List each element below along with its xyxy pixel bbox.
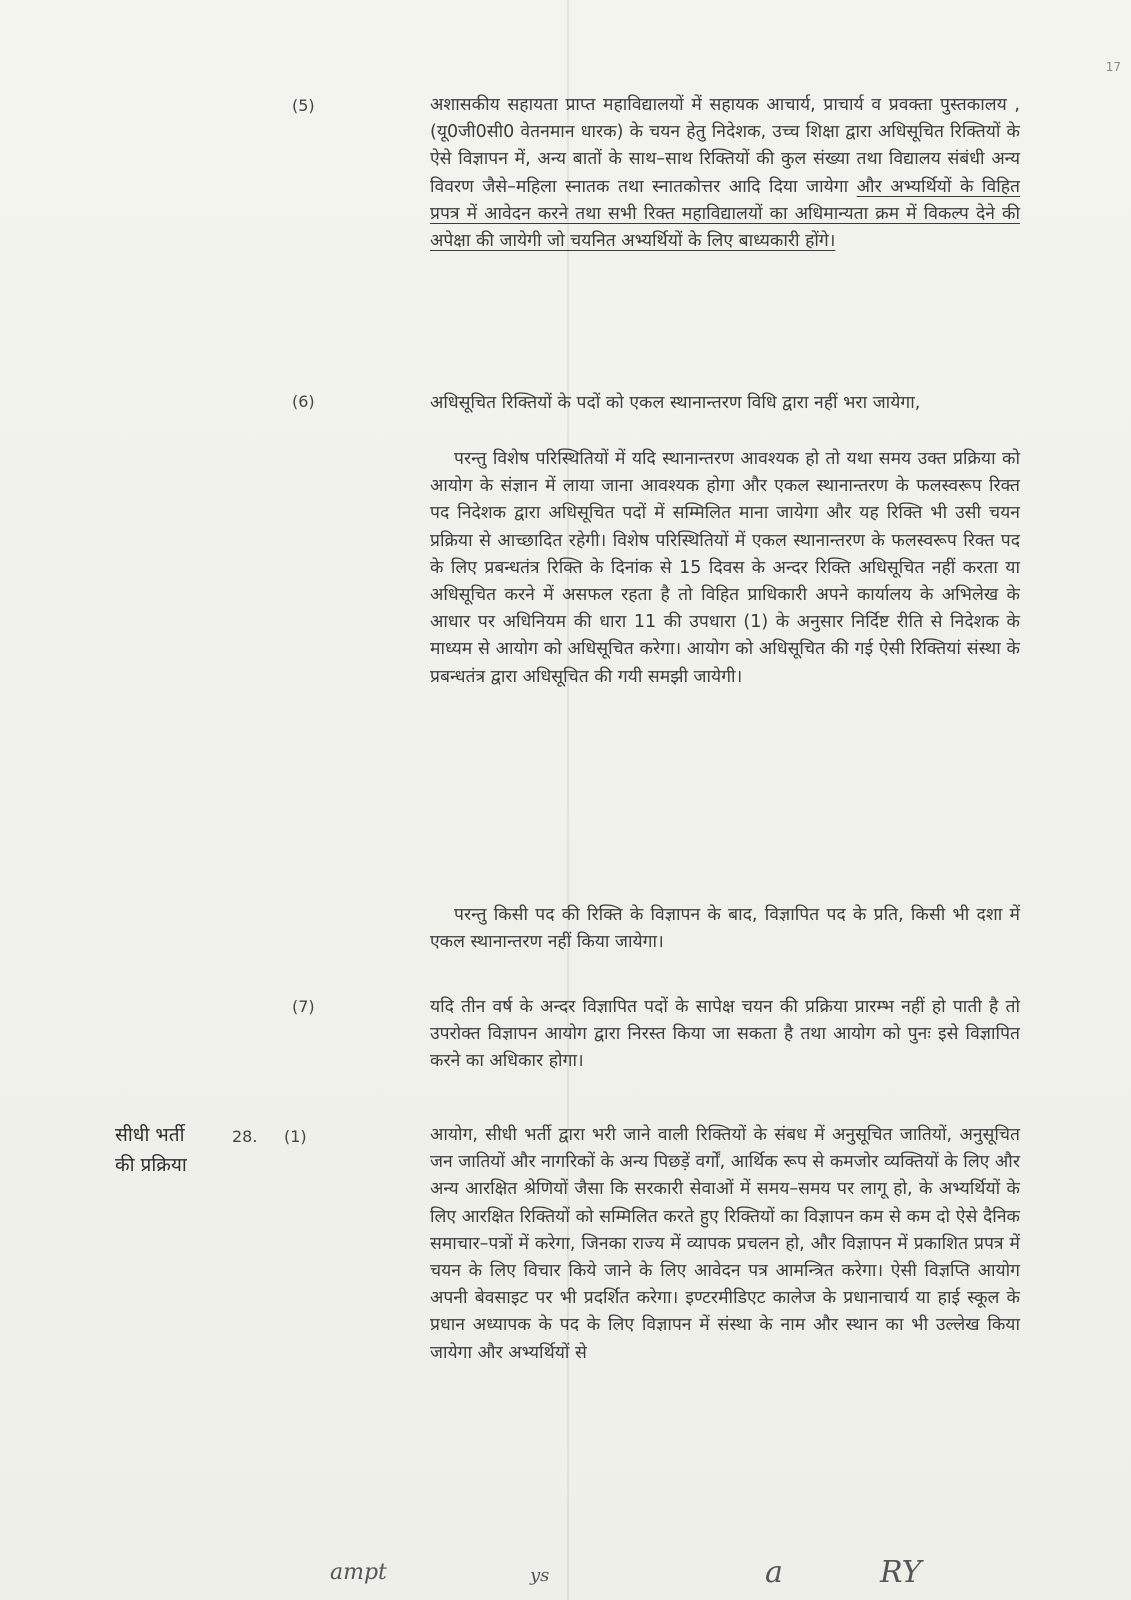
clause-5-text (430, 92, 1020, 255)
page-number: 17 (1105, 60, 1121, 74)
clause-6-proviso-1: परन्तु विशेष परिस्थितियों में यदि स्थानान्तरण आवश्यक हो तो यथा समय उक्त प्रक्रिया को आयोग के संज्ञान में लाया जाना आवश्यक होगा और एकल स्थानान्तरण के फलस्वरूप रिक्त पद निदेशक द्वारा अधिसूचित पदों में सम्मिलित माना जायेगा और यह रिक्ति भी उसी चयन प्रक्रिया से आच्छादित रहेगी। विशेष परिस्थितियों में एकल स्थानान्तरण के फलस्वरूप रिक्त पद के लिए प्रबन्धतंत्र रिक्ति के दिनांक से 15 दिवस के अन्दर रिक्ति अधिसूचित नहीं करता या अधिसूचित करने में असफल रहता है तो विहित प्राधिकारी अपने कार्यालय के अभिलेख के आधार पर अधिनियम की धारा 11 की उपधारा (1) के अनुसार निर्दिष्ट रीति से निदेशक के माध्यम से आयोग को अधिसूचित करेगा। आयोग को अधिसूचित की गई ऐसी रिक्तियां संस्था के प्रबन्धतंत्र द्वारा अधिसूचित की गयी समझी जायेगी। (430, 449, 1020, 687)
clause-6-text: अधिसूचित रिक्तियों के पदों को एकल स्थानान्तरण विधि द्वारा नहीं भरा जायेगा, (430, 393, 921, 413)
clause-number-5: (5) (292, 96, 315, 115)
signature-2: ys (530, 1565, 550, 1586)
clause-number-7: (7) (292, 997, 315, 1016)
section-28-clause-1-text: आयोग, सीधी भर्ती द्वारा भरी जाने वाली रिक्तियों के संबध में अनुसूचित जातियों, अनुसूचित जन जातियों और नागरिकों के अन्य पिछड़ें वर्गों, आर्थिक रूप से कमजोर व्यक्तियों के लिए और अन्य आरक्षित श्रेणियों जैसा कि सरकारी सेवाओं में समय–समय पर लागू हो, के अभ्यर्थियों के लिए आरक्षित रिक्तियों को सम्मिलित करते हुए रिक्तियों का विज्ञापन कम से कम दो ऐसे दैनिक समाचार–पत्रों में करेगा, जिनका राज्य में व्यापक प्रचलन हो, और विज्ञापन में प्रकाशित प्रपत्र में चयन के लिए विचार किये जाने के लिए आवेदन पत्र आमन्त्रित करेगा। ऐसी विज्ञप्ति आयोग अपनी बेवसाइट पर भी प्रदर्शित करेगा। इण्टरमीडिएट कालेज के प्रधानाचार्य या हाई स्कूल के प्रधान अध्यापक के पद के लिए विज्ञापन में संस्था के नाम और स्थान का भी उल्लेख किया जायेगा और अभ्यर्थियों से (430, 1125, 1020, 1363)
clause-number-6: (6) (292, 392, 315, 411)
section-28-clause-number: (1) (284, 1127, 307, 1146)
clause-6-proviso-2: परन्तु किसी पद की रिक्ति के विज्ञापन के बाद, विज्ञापित पद के प्रति, किसी भी दशा में एकल स्थानान्तरण नहीं किया जायेगा। (430, 905, 1020, 953)
signature-1: ampt (330, 1560, 387, 1585)
clause-7-text: यदि तीन वर्ष के अन्दर विज्ञापित पदों के सापेक्ष चयन की प्रक्रिया प्रारम्भ नहीं हो पाती है तो उपरोक्त विज्ञापन आयोग द्वारा निरस्त किया जा सकता है तथा आयोग को पुनः इसे विज्ञापित करने का अधिकार होगा। (430, 997, 1020, 1072)
signatures-row (0, 1555, 1131, 1600)
section-28-heading: सीधी भर्ती की प्रक्रिया (115, 1124, 187, 1176)
section-28-number: 28. (232, 1127, 258, 1146)
signature-3: a (765, 1555, 783, 1590)
clause-5-underlined: और अभ्यर्थियों के विहित प्रपत्र में आवेदन करने तथा सभी रिक्त महाविद्यालयों का अधिमान्यता क्रम में विकल्प देने की अपेक्षा की जायेगी जो चयनित अभ्यर्थियों के लिए बाध्यकारी होंगे। (430, 176, 1020, 252)
clause-5-plain: अशासकीय सहायता प्राप्त महाविद्यालयों में सहायक आचार्य, प्राचार्य व प्रवक्ता पुस्तकालय ,(यू0जी0सी0 वेतनमान धारक) के चयन हेतु निदेशक, उच्च शिक्षा द्वारा अधिसूचित रिक्तियों के ऐसे विज्ञापन में, अन्य बातों के साथ–साथ रिक्तियों की कुल संख्या तथा विद्यालय संबंधी अन्य विवरण जैसे–महिला स्नातक तथा स्नातकोत्तर आदि दिया जायेगा (430, 95, 1020, 197)
signature-4: RY (880, 1555, 922, 1590)
